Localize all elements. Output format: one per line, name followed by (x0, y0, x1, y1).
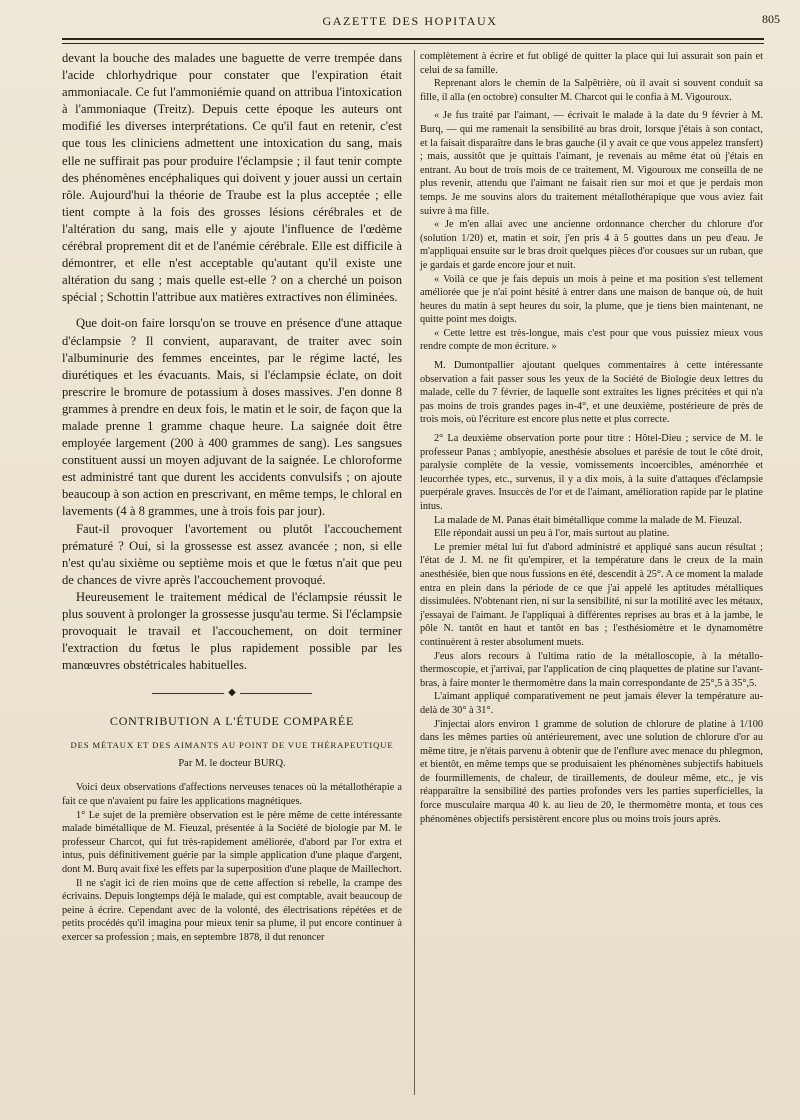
paragraph: La malade de M. Panas était bimétallique comme la malade de M. Fieuzal. (434, 514, 742, 526)
paragraph: « Voilà ce que je fais depuis un mois à peine et ma position s'est tellement améliorée que je n'ai point hésité à entrer dans une maison de banque où, de huit heures du matin à sept heures du soir, la plume, que je tiens bien maintenant, ne quitte point mes doigts. (420, 273, 763, 326)
paragraph: Faut-il provoquer l'avortement ou plutôt l'accouchement prématuré ? Oui, si la grossesse est assez avancée ; non, si elle n'est qu'au sixième ou septième mois et que le fœtus n'ait que peu de chances de vivre après l'accouchement provoqué. (62, 521, 402, 587)
paragraph: Voici deux observations d'affections nerveuses tenaces où la métallothérapie a fait ce que n'avaient pu faire les applications magnétiques. (62, 782, 402, 807)
paragraph: Il ne s'agit ici de rien moins que de cette affection si rebelle, la crampe des écrivains. Depuis longtemps déjà le malade, qui est comptable, avait beaucoup de peine à écrire. Cependant avec de la volonté, des électrisations répétées et de petits procédés qu'il imagina pour mieux tenir sa plume, il put encore continuer à exercer sa profession ; mais, en septembre 1878, il dut renoncer (62, 877, 402, 943)
column-separator (414, 50, 415, 1095)
paragraph: 2° La deuxième observation porte pour titre : Hôtel-Dieu ; service de M. le professeur Panas ; amblyopie, anesthésie absolues et parésie de tout le côté droit, paralysie complète de la vessie, vomissements incoercibles, aménorrhée et leucorrhée types, etc., survenus, il y a dix mois, à la suite d'attaques d'éclampsie puerpérale graves. Insuccès de l'or et de l'aimant, amélioration rapide par le platine intus. (420, 433, 763, 512)
paragraph: « Cette lettre est très-longue, mais c'est pour que vous puissiez mieux vous rendre compte de mon écriture. » (420, 327, 763, 353)
paragraph: Heureusement le traitement médical de l'éclampsie réussit le plus souvent à prolonger la grossesse jusqu'au terme. Si l'éclampsie provoquait le travail et l'accouchement, on doit terminer l'extraction du fœtus le plus rapidement possible par les manœuvres obstétricales habituelles. (62, 589, 402, 673)
paragraph: Le premier métal lui fut d'abord administré et appliqué sans aucun résultat ; l'état de J. M. ne fit qu'empirer, et la température dans le creux de la main anesthésiée, bien que nous fussions en été, descendit à 25°. A ce moment la malade entra en plein dans la période de ce que j'ai appelé les aptitudes métalliques dissimulées. N'obtenant rien, ni sur la sensibilité, ni sur la motilité avec les métaux, j'essayai de l'aimant. Je l'appliquai à différentes reprises au bras et à la jambe, le pôle N. tantôt en haut et tantôt en bas ; l'esthésiomètre et le dynamomètre continuèrent à rester absolument muets. (420, 541, 764, 648)
right-column (420, 50, 763, 826)
paragraph: Que doit-on faire lorsqu'on se trouve en présence d'une attaque d'éclampsie ? Il convient, auparavant, de traiter avec soin l'albuminurie des femmes enceintes, par le régime lacté, les diurétiques et les évacuants. Mais, si l'éclampsie éclate, on doit prescrire le bromure de potassium à doses massives. J'en donne 8 grammes à prendre en deux fois, le matin et le soir, de façon que la malade prenne 1 gramme chaque heure. La saignée doit être employée largement (200 à 400 grammes de sang). Les sangsues constituent aussi un moyen adjuvant de la saignée. Le chloroforme est administré tant que durent les accidents convulsifs ; on ajoute beaucoup à son action en prescrivant, en même temps, le chloral en lavements (4 à 8 grammes, une à trois fois par jour). (62, 316, 402, 519)
paragraph: J'injectai alors environ 1 gramme de solution de chlorure de platine à 1/100 dans les mêmes parties où antérieurement, avec une solution de chlorure d'or au même titre, je n'étais parvenu à obtenir que de l'enflure avec menace du phlegmon, et bientôt, en même temps que se produisaient les phénomènes subjectifs habituels de fourmillements, de chaleur, de tiraillements, de douleur même, etc., je vis réapparaître la sensibilité des parties profondes vers les parties superficielles, la force musculaire marqua 40 k. au lieu de 20, le thermomètre monta, et tous ces phénomènes objectifs persistèrent encore plus ou moins trois jours après. (420, 718, 763, 825)
paragraph: devant la bouche des malades une baguette de verre trempée dans l'acide chlorhydrique pour constater que l'expiration était ammoniacale. Ce fut l'ammoniémie quand on attribua l'intoxication à l'ammoniaque (Treitz). Depuis cette époque les auteurs ont modifié les diverses interprétations. Ce qu'il faut en retenir, c'est que tous les cliniciens admettent une intoxication du sang, mais elle ne suffirait pas pour produire l'éclampsie ; il faut tenir compte des phénomènes encéphaliques qui doivent y jouer aussi un certain rôle. Aujourd'hui la théorie de Traube est la plus acceptée ; elle tient compte à la fois des grosses lésions cérébrales et de l'altération du sang, mais elle y ajoute l'influence de l'œdème cérébral proprement dit et de l'anémie cérébrale. Elle est difficile à démontrer, et elle n'est acceptable qu'autant qu'il existe une altération du sang ; mais quelle est-elle ? on a cherché un poison spécial ; Schottin l'attribue aux matières extractives non éliminées. (62, 51, 402, 305)
paragraph: « Je fus traité par l'aimant, — écrivait le malade à la date du 9 février à M. Burq, — qui me ramenait la sensibilité au bras droit, lorsque j'étais à son contact, et la faisait disparaître dans le bras gauche (il y avait ce que vous appelez transfert) ; mais, aussitôt que je quittais l'aimant, je revenais au même état où j'étais en entrant. Au bout de trois mois de ce traitement, M. Vigouroux me conseilla de ne plus revenir, attendu que l'aimant ne faisait rien sur moi et que je perdais mon temps. Je me souvins alors du traitement métallothérapique que vous aviez fait suivre à ma fille. (420, 110, 763, 217)
paragraph: complètement à écrire et fut obligé de quitter la place qui lui assurait son pain et celui de sa famille. (420, 51, 763, 76)
paragraph: M. Dumontpallier ajoutant quelques commentaires à cette intéressante observation a fait passer sous les yeux de la Société de Biologie deux lettres du malade, celle du 7 février, de laquelle sont extraites les lignes précitées et qui n'a pas moins de trois grandes pages in-4°, et une deuxième, postérieure de près de trois mois, où l'écriture est encore plus nette et plus correcte. (420, 360, 763, 426)
section-subtitle: DES MÉTAUX ET DES AIMANTS AU POINT DE VUE THÉRAPEUTIQUE (70, 740, 394, 751)
paragraph: Elle répondait aussi un peu à l'or, mais surtout au platine. (434, 528, 670, 540)
paragraph: Reprenant alors le chemin de la Salpêtrière, où il avait si souvent conduit sa fille, il alla (en octobre) consulter M. Charcot qui le confia à M. Vigouroux. (420, 78, 763, 103)
header-rule-top (62, 38, 764, 40)
section-divider (62, 688, 402, 698)
page-header (60, 8, 780, 34)
paragraph: « Je m'en allai avec une ancienne ordonnance chercher du chlorure d'or (solution 1/20) et, matin et soir, j'en pris 4 à 5 gouttes dans un peu d'eau. Je m'appliquai ensuite sur le bras droit quelques pièces d'or cousues sur un ruban, que je gardais et garde encore jour et nuit. (420, 219, 763, 271)
paragraph: 1° Le sujet de la première observation est le père même de cette intéressante malade bimétallique de M. Fieuzal, présentée à la Société de biologie par M. le professeur Charcot, qui fut très-rapidement améliorée, d'abord par l'or extra et intus, puis définitivement guérie par la simple application d'une plaque d'argent, dont M. Burq avait fixé les effets par la superposition d'une plaque de Maillechort. (62, 809, 402, 875)
header-rule-bottom (62, 43, 764, 44)
ornament-glyph: ◆ (224, 688, 240, 698)
journal-title: GAZETTE DES HOPITAUX (322, 14, 498, 28)
section-title: CONTRIBUTION A L'ÉTUDE COMPARÉE (109, 714, 355, 729)
left-column (62, 50, 402, 945)
section-author: Par M. le docteur BURQ. (178, 758, 286, 770)
paragraph: L'aimant appliqué comparativement ne peut jamais élever la température au-delà de 30° à 31°. (420, 691, 763, 716)
page-number: 805 (762, 12, 780, 26)
paragraph: J'eus alors recours à l'ultima ratio de la métalloscopie, à la métallo-thermoscopie, et j'arrivai, par l'application de cinq plaquettes de platine sur l'avant-bras, à faire monter le thermomètre dans la main correspondante de 25°,5 à 35°,5. (420, 650, 763, 689)
